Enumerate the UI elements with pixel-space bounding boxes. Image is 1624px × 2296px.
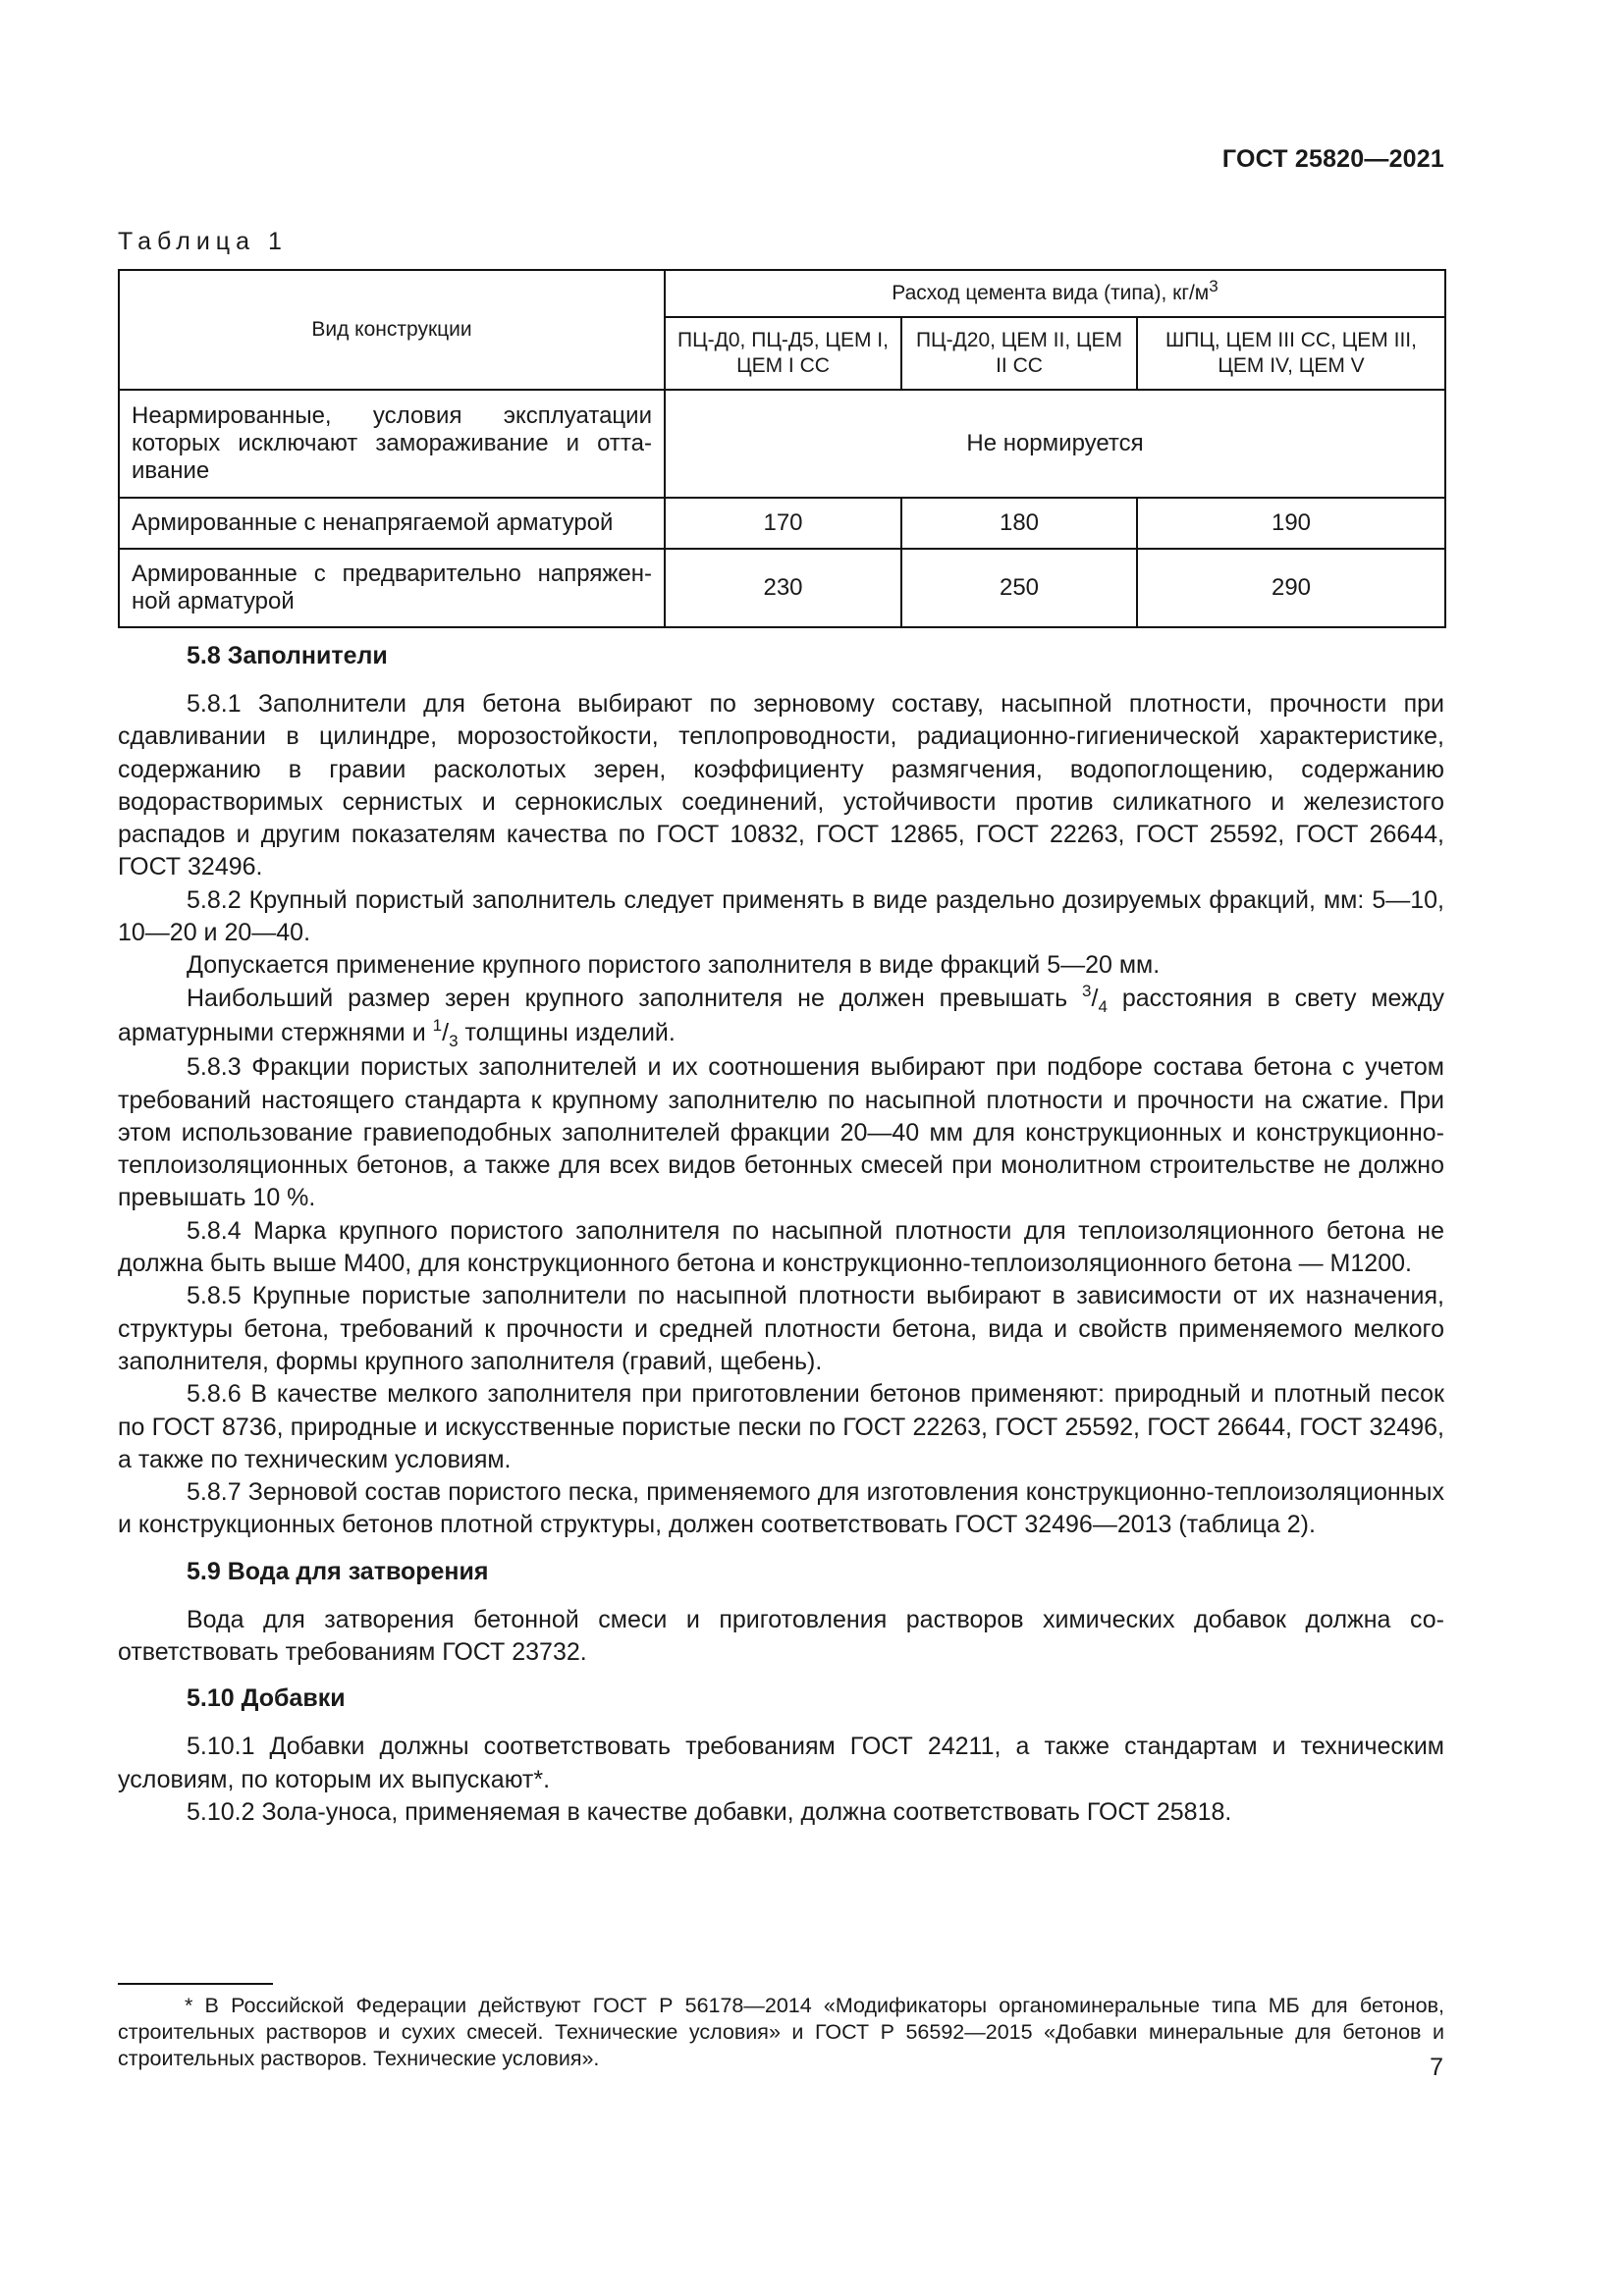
paragraph-5-8-4: 5.8.4 Марка крупного пористого заполнителя по насыпной плотности для теплоизоляционного бетона не должна быть выше М400, для конструкционного бетона и конструкционно-теплоизоляционного бетона — М1200. [118,1216,1444,1278]
table-cell: 190 [1137,498,1445,549]
paragraph-5-8-2-note: Допускается применение крупного пористого заполнителя в виде фракций 5—20 мм. [187,951,1161,980]
document-code-header: ГОСТ 25820—2021 [1221,145,1444,173]
fraction-numerator: 1 [432,1015,443,1035]
table-cell: 290 [1137,549,1445,627]
fraction-numerator: 3 [1082,981,1092,1000]
table-caption: Таблица 1 [118,228,288,255]
section-heading-5-10: 5.10 Добавки [187,1684,346,1713]
paragraph-5-10-1: 5.10.1 Добавки должны соответствовать требованиям ГОСТ 24211, а также стандартам и техническим условиям, по которым их выпускают*. [118,1733,1444,1793]
table-header-row [119,270,1445,317]
document-body [118,640,1444,1829]
header-construction-type: Вид конструкции [119,270,665,390]
subheader-cement-type-1: ПЦ-Д0, ПЦ-Д5, ЦЕМ I, ЦЕМ I СС [665,317,901,390]
page-number: 7 [1430,2054,1443,2081]
paragraph-5-8-2: 5.8.2 Крупный пористый заполнитель следует применять в виде раздельно дозируемых фракций, мм: 5—10, 10—20 и 20—40. [118,885,1444,947]
row-label: Армированные с предварительно напряженной арматурой [119,549,665,627]
fraction-denominator: 3 [449,1031,459,1050]
table-cell: 230 [665,549,901,627]
paragraph-5-10-2: 5.10.2 Зола-уноса, применяемая в качестве добавки, должна соответствовать ГОСТ 25818. [187,1797,1232,1826]
section-heading-5-8: 5.8 Заполнители [187,642,388,669]
header-cement-consumption: Расход цемента вида (типа), $кг/м^3$ [665,270,1445,317]
footnote-divider [118,1983,273,1985]
paragraph-5-8-7: 5.8.7 Зерновой состав пористого песка, применяемого для изготовления конструкционно-теплоизоляционных и конструкционных бетонов плотной структуры, должен соответствовать ГОСТ 32496—2013 (таблица 2). [118,1478,1444,1539]
paragraph-5-8-3: 5.8.3 Фракции пористых заполнителей и их соотношения выбирают при подборе состава бетона с учетом требований настоящего стандарта к крупному заполнителю по насыпной плотности и прочности на сжатие. При этом использование гравиеподобных заполнителей фракции 20—40 мм для конструкционных и конструкционно-теплоизоляционных бетонов, а также для всех видов бетонных смесей при монолитном строительстве не должно превышать 10 %. [118,1053,1444,1212]
row-label: Неармированные, условия эксплуатации которых исключают замораживание и оттаивание [119,390,665,498]
footnote: * В Российской Федерации действуют ГОСТ Р 56178—2014 «Модификаторы органоминеральные типа МБ для бетонов, строительных растворов и сухих смесей. Технические условия» и ГОСТ Р 56592—2015 «Добавки минеральные для бетонов и строительных растворов. Технические условия». [118,1994,1444,2070]
subheader-cement-type-3: ШПЦ, ЦЕМ III СС, ЦЕМ III, ЦЕМ IV, ЦЕМ V [1137,317,1445,390]
paragraph-5-8-2-grain-size: Наибольший размер зерен крупного заполнителя не должен превышать $^3/_4$ расстояния в свету между арматурными стержнями и $^1/_3$ толщины изделий. [118,981,1444,1050]
cement-consumption-table [118,269,1446,628]
table-cell: 170 [665,498,901,549]
table-row [119,390,1445,498]
table-row [119,549,1445,627]
table-row [119,498,1445,549]
paragraph-5-9: Вода для затворения бетонной смеси и приготовления растворов химических добавок должна соответствовать требованиям ГОСТ 23732. [118,1605,1444,1667]
paragraph-5-8-1: 5.8.1 Заполнители для бетона выбирают по зерновому составу, насыпной плотности, прочности при сдавливании в цилиндре, морозостойкости, теплопроводности, радиационно-гигиенической характеристике, содержанию в гравии расколотых зерен, коэффициенту размягчения, водопоглощению, содержанию водорастворимых сернистых и сернокислых соединений, устойчивости против силикатного и железистого распадов и другим показателям качества по ГОСТ 10832, ГОСТ 12865, ГОСТ 22263, ГОСТ 25592, ГОСТ 26644, ГОСТ 32496. [118,690,1444,881]
paragraph-5-8-6: 5.8.6 В качестве мелкого заполнителя при приготовлении бетонов применяют: природный и плотный песок по ГОСТ 8736, природные и искусственные пористые пески по ГОСТ 22263, ГОСТ 25592, ГОСТ 26644, ГОСТ 32496, а также по техническим условиям. [118,1380,1444,1473]
table-cell: 250 [901,549,1137,627]
section-heading-5-9: 5.9 Вода для затворения [187,1557,489,1585]
superscript-cubed: 3 [1209,277,1218,295]
fraction-denominator: 4 [1098,996,1108,1016]
not-normalized-cell: Не нормируется [665,390,1445,498]
subheader-cement-type-2: ПЦ-Д20, ЦЕМ II, ЦЕМ II СС [901,317,1137,390]
table-cell: 180 [901,498,1137,549]
row-label: Армированные с ненапрягаемой арматурой [119,498,665,549]
paragraph-5-8-5: 5.8.5 Крупные пористые заполнители по насыпной плотности выбирают в зависимости от их назначения, структуры бетона, требований к прочности и средней плотности бетона, вида и свойств применяемого мелкого заполнителя, формы крупного заполнителя (гравий, щебень). [118,1282,1444,1375]
